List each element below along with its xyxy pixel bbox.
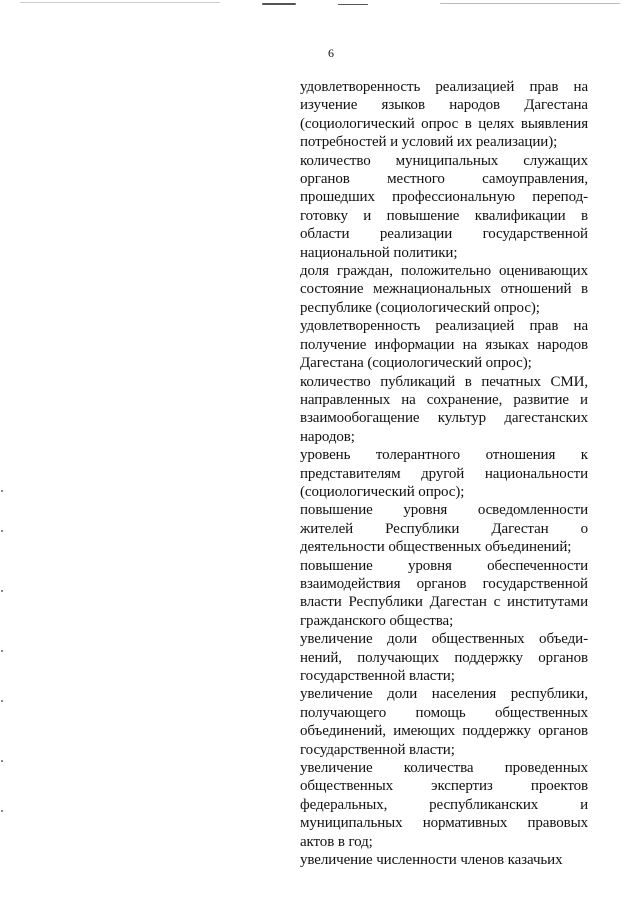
list-item: повышение уровня осведомленности жителей Республики Дагестан о деятельности общественных объединений; bbox=[300, 502, 588, 556]
scan-artifact-top bbox=[0, 0, 640, 12]
scan-mark bbox=[440, 3, 620, 4]
list-item: удовлетворенность реализацией прав на получение информации на языках народов Дагестана (социологический опрос); bbox=[300, 318, 588, 372]
list-item: количество муниципальных служащих органов местного самоуправления, прошедших профессиональную перепод-готовку и повышение квалификации в области реализации государственной национальной политики; bbox=[300, 152, 588, 261]
list-item: увеличение доли населения республики, получающего помощь общественных объединений, имеющих поддержку органов государственной власти; bbox=[300, 686, 588, 758]
scan-mark bbox=[262, 3, 296, 5]
scan-mark bbox=[338, 4, 368, 5]
list-item: увеличение доли общественных объеди-нений, получающих поддержку органов государственной власти; bbox=[300, 631, 588, 684]
list-item: увеличение численности членов казачьих bbox=[300, 852, 563, 869]
scan-dot bbox=[1, 590, 3, 592]
scan-dot bbox=[1, 530, 3, 532]
scan-artifact-left-edge bbox=[0, 470, 3, 850]
scan-dot bbox=[1, 760, 3, 762]
scan-mark bbox=[20, 2, 220, 3]
scan-dot bbox=[1, 810, 3, 812]
document-body bbox=[300, 78, 588, 869]
scan-dot bbox=[1, 490, 3, 492]
list-item: доля граждан, положительно оценивающих состояние межнациональных отношений в республике (социологический опрос); bbox=[300, 263, 588, 316]
list-item: увеличение количества проведенных общественных экспертиз проектов федеральных, республиканских и муниципальных нормативных правовых актов в год; bbox=[300, 760, 588, 850]
list-item: повышение уровня обеспеченности взаимодействия органов государственной власти Республики Дагестан с институтами гражданского общества; bbox=[300, 557, 588, 629]
list-item: количество публикаций в печатных СМИ, направленных на сохранение, развитие и взаимообогащение культур дагестанских народов; bbox=[300, 373, 588, 445]
page-number: 6 bbox=[328, 46, 334, 60]
scan-dot bbox=[1, 650, 3, 652]
list-item: удовлетворенность реализацией прав на изучение языков народов Дагестана (социологический опрос в целях выявления потребностей и условий их реализации); bbox=[300, 79, 588, 151]
list-item: уровень толерантного отношения к представителям другой национальности (социологический опрос); bbox=[300, 447, 588, 500]
scan-dot bbox=[1, 700, 3, 702]
